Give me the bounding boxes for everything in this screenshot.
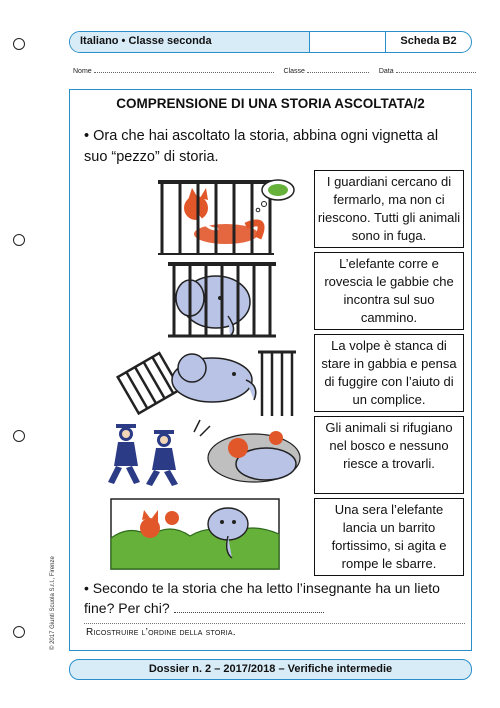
- vignette-fox-in-cage: [118, 176, 296, 256]
- page-footer: Dossier n. 2 – 2017/2018 – Verifiche intermedie: [69, 659, 472, 680]
- binder-hole-3: [13, 430, 25, 442]
- header-subject: Italiano • Classe seconda: [70, 32, 310, 52]
- story-text-1: I guardiani cercano di fermarlo, ma non ci riescono. Tutti gli animali sono in fuga.: [314, 170, 464, 248]
- story-text-5: Una sera l’elefante lancia un barrito fortissimo, si agita e rompe le sbarre.: [314, 498, 464, 576]
- page-header: [69, 31, 472, 53]
- name-line[interactable]: [94, 66, 274, 73]
- story-text-4: Gli animali si rifugiano nel bosco e nessuno riesce a trovarli.: [314, 416, 464, 494]
- class-label: Classe: [283, 68, 305, 75]
- vignette-elephant-breaking-cages: [110, 340, 300, 422]
- exercise-title: COMPRENSIONE DI UNA STORIA ASCOLTATA/2: [116, 96, 425, 111]
- date-line[interactable]: [396, 66, 476, 73]
- story-text-3: La volpe è stanca di stare in gabbia e pensa di fuggire con l’aiuto di un complice.: [314, 334, 464, 412]
- name-label: Nome: [73, 68, 92, 75]
- separator-line: [84, 623, 465, 624]
- vignette-animals-in-forest: [110, 498, 280, 570]
- student-fields: [73, 66, 476, 75]
- binder-hole-4: [13, 626, 25, 638]
- binder-hole-1: [13, 38, 25, 50]
- binder-hole-2: [13, 234, 25, 246]
- answer-line[interactable]: [174, 600, 324, 613]
- date-label: Data: [378, 68, 394, 75]
- exercise-frame: [69, 89, 472, 651]
- vignette-guards-chasing: [104, 412, 304, 490]
- copyright-text: © 2017 Giunti Scuola S.r.l., Firenze: [50, 556, 56, 650]
- instruction-text: • Ora che hai ascoltato la storia, abbina ogni vignetta al suo “pezzo” di storia.: [84, 128, 439, 165]
- question-text: [84, 578, 464, 618]
- question-label: • Secondo te la storia che ha letto l’insegnante ha un lieto fine? Per chi?: [84, 580, 440, 616]
- class-line[interactable]: [307, 66, 369, 73]
- vignette-elephant-in-cage: [118, 258, 296, 340]
- exercise-subtitle: Ricostruire l’ordine della storia.: [86, 627, 236, 638]
- story-text-2: L’elefante corre e rovescia le gabbie che incontra sul suo cammino.: [314, 252, 464, 330]
- header-sheet: Scheda B2: [385, 32, 471, 52]
